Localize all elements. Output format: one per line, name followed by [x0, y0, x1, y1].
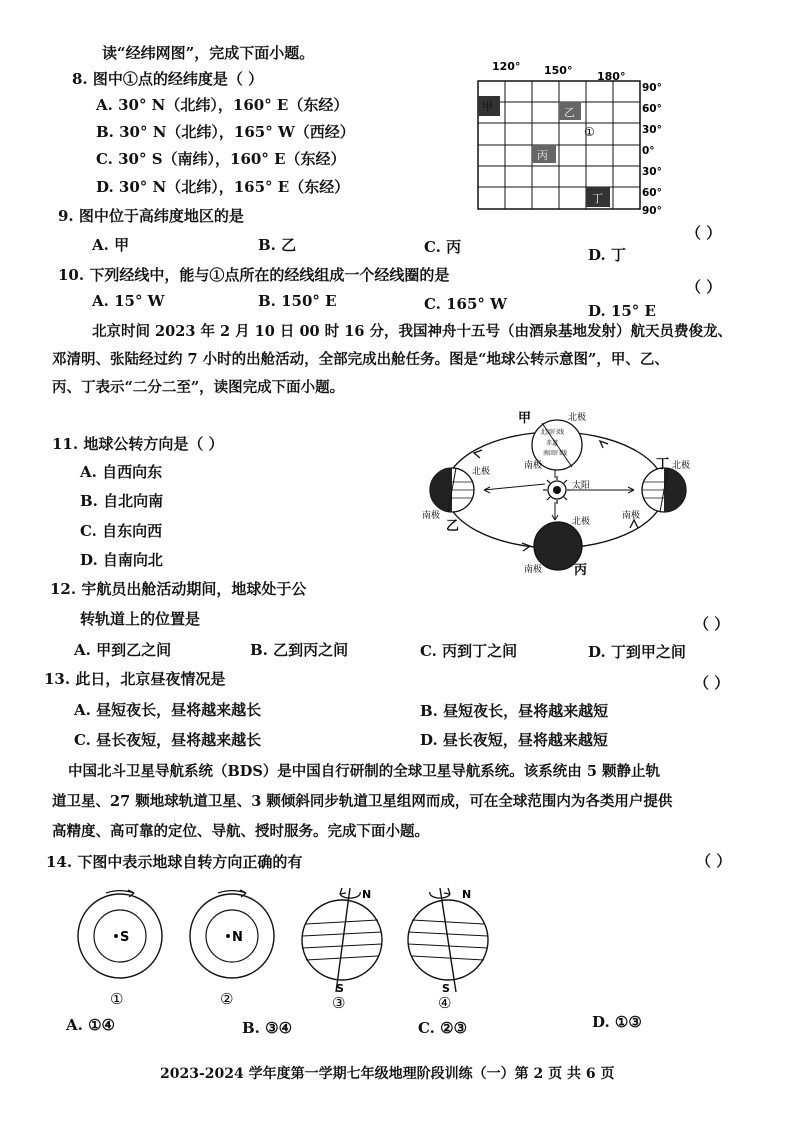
- question-11-option-b: B. 自北向南: [80, 492, 164, 510]
- tropic-capricorn-label: 南回归线: [543, 450, 568, 457]
- rotation-figure-3: [302, 888, 382, 1012]
- fig3-number-label: ③: [332, 994, 346, 1012]
- fig2-number-label: ②: [220, 990, 234, 1008]
- equator-label: 赤道: [546, 440, 559, 447]
- orbit-arrow-icon: [600, 441, 608, 448]
- question-9-option-b: B. 乙: [258, 236, 297, 254]
- lat-label-60s: 60°: [642, 187, 662, 199]
- fig1-number-label: ①: [110, 990, 124, 1008]
- grid-lon-labels: [492, 60, 625, 83]
- position-label-ding: 丁: [656, 457, 670, 472]
- fig4-number-label: ④: [438, 994, 452, 1012]
- rotation-figure-1: [78, 890, 162, 1008]
- earth-rotation-figures: [70, 880, 500, 1015]
- lat-label-90s: 90°: [642, 205, 662, 216]
- question-13-option-a: A. 昼短夜长，昼将越来越长: [74, 701, 262, 719]
- earth-revolution-figure: [412, 408, 712, 578]
- jia-south-label: 南极: [524, 461, 543, 471]
- question-14-option-a: A. ①④: [66, 1016, 115, 1034]
- question-10-stem: 10. 下列经线中，能与①点所在的经线组成一个经线圈的是: [58, 266, 450, 284]
- earth-position-ding: [642, 468, 686, 512]
- question-14-option-b: B. ③④: [242, 1019, 293, 1037]
- fig2-pole-label: N: [232, 930, 243, 945]
- lon-label-150: 150°: [544, 64, 573, 77]
- position-label-jia: 甲: [518, 411, 532, 426]
- question-12-option-b: B. 乙到丙之间: [250, 641, 349, 659]
- intro-text-3-line-3: 高精度、高可靠的定位、导航、授时服务。完成下面小题。: [52, 823, 429, 840]
- page-footer: 2023-2024 学年度第一学期七年级地理阶段训练（一）第 2 页 共 6 页: [160, 1066, 615, 1082]
- question-14-option-c: C. ②③: [418, 1019, 468, 1037]
- rotation-figure-2: [190, 890, 274, 1008]
- question-12-stem-line-2: 转轨道上的位置是: [80, 610, 201, 628]
- grid-lines: [478, 81, 640, 209]
- cell-label-ding: 丁: [592, 192, 603, 205]
- lat-label-30n: 30°: [642, 124, 662, 136]
- question-10-option-d: D. 15° E: [588, 302, 656, 320]
- fig1-pole-label: S: [120, 930, 130, 945]
- bing-north-label: 北极: [572, 517, 591, 527]
- tropic-cancer-label: 北回归线: [540, 429, 565, 436]
- question-10-option-b: B. 150° E: [258, 292, 337, 310]
- question-9-option-a: A. 甲: [92, 236, 130, 254]
- lat-label-90n: 90°: [642, 82, 662, 94]
- bing-south-label: 南极: [524, 565, 543, 575]
- lat-label-30s: 30°: [642, 166, 662, 178]
- sun-label: 太阳: [572, 481, 591, 491]
- question-11-stem: 11. 地球公转方向是（ ）: [52, 435, 224, 453]
- question-14-answer-blank[interactable]: （ ）: [696, 852, 732, 870]
- question-12-stem-line-1: 12. 宇航员出舱活动期间，地球处于公: [50, 580, 307, 598]
- earth-position-yi: [430, 468, 474, 512]
- question-12-answer-blank[interactable]: （ ）: [694, 615, 730, 633]
- lat-long-grid-figure: [470, 58, 670, 216]
- question-11-option-a: A. 自西向东: [80, 463, 163, 481]
- question-12-option-a: A. 甲到乙之间: [74, 641, 172, 659]
- question-13-option-d: D. 昼长夜短，昼将越来越短: [420, 731, 608, 749]
- intro-text-2-line-3: 丙、丁表示“二分二至”，读图完成下面小题。: [52, 379, 345, 396]
- question-8-option-d: D. 30° N（北纬），165° E（东经）: [96, 178, 350, 196]
- question-11-option-d: D. 自南向北: [80, 551, 163, 569]
- question-12-option-d: D. 丁到甲之间: [588, 643, 686, 661]
- intro-text-2-line-1: 北京时间 2023 年 2 月 10 日 00 时 16 分，我国神舟十五号（由酒泉基地发射）航天员费俊龙、: [92, 323, 732, 340]
- sun-icon: [543, 476, 571, 504]
- intro-text-1: 读“经纬网图”，完成下面小题。: [102, 44, 315, 62]
- question-8-option-b: B. 30° N（北纬），165° W（西经）: [96, 123, 355, 141]
- lat-label-60n: 60°: [642, 103, 662, 115]
- question-8-option-c: C. 30° S（南纬），160° E（东经）: [96, 150, 346, 168]
- fig4-north-label: N: [462, 888, 472, 901]
- question-9-option-c: C. 丙: [424, 238, 462, 256]
- lon-label-180: 180°: [597, 70, 626, 83]
- point-1-label: ①: [584, 125, 595, 139]
- position-label-yi: 乙: [446, 519, 460, 534]
- position-label-bing: 丙: [574, 563, 588, 578]
- question-10-option-a: A. 15° W: [92, 292, 165, 310]
- intro-text-3-line-2: 道卫星、27 颗地球轨道卫星、3 颗倾斜同步轨道卫星组网而成，可在全球范围内为各类用户提供: [52, 793, 673, 810]
- question-9-option-d: D. 丁: [588, 246, 626, 264]
- cell-label-bing: 丙: [537, 149, 548, 162]
- fig4-south-label: S: [442, 982, 450, 995]
- ding-south-label: 南极: [622, 511, 641, 521]
- question-14-stem: 14. 下图中表示地球自转方向正确的有: [46, 853, 303, 871]
- question-13-answer-blank[interactable]: （ ）: [694, 674, 730, 692]
- question-9-stem: 9. 图中位于高纬度地区的是: [58, 207, 244, 225]
- question-11-option-c: C. 自东向西: [80, 522, 163, 540]
- jia-north-label: 北极: [568, 413, 587, 423]
- lon-label-120: 120°: [492, 60, 521, 73]
- question-10-option-c: C. 165° W: [424, 295, 507, 313]
- question-8-stem: 8. 图中①点的经纬度是（ ）: [72, 70, 264, 88]
- rotation-figure-4: [408, 888, 488, 1012]
- fig3-north-label: N: [362, 888, 372, 901]
- question-14-option-d: D. ①③: [592, 1013, 642, 1031]
- question-13-option-c: C. 昼长夜短，昼将越来越长: [74, 731, 262, 749]
- question-13-stem: 13. 此日，北京昼夜情况是: [44, 670, 226, 688]
- grid-cell-labels: [482, 100, 603, 205]
- orbit-arrow-icon: [522, 543, 530, 551]
- question-8-option-a: A. 30° N（北纬），160° E（东经）: [96, 96, 349, 114]
- question-9-answer-blank[interactable]: （ ）: [686, 224, 722, 242]
- ding-north-label: 北极: [672, 461, 691, 471]
- cell-label-jia: 甲: [482, 100, 493, 113]
- fig3-south-label: S: [336, 982, 344, 995]
- yi-south-label: 南极: [422, 511, 441, 521]
- cell-label-yi: 乙: [564, 106, 575, 119]
- orbit-arrow-icon: [630, 520, 638, 528]
- question-13-option-b: B. 昼短夜长，昼将越来越短: [420, 702, 609, 720]
- orbit-arrow-icon: [474, 450, 482, 458]
- intro-text-3-line-1: 中国北斗卫星导航系统（BDS）是中国自行研制的全球卫星导航系统。该系统由 5 颗静止轨: [68, 763, 660, 780]
- lat-label-0: 0°: [642, 145, 655, 157]
- question-12-option-c: C. 丙到丁之间: [420, 642, 518, 660]
- yi-north-label: 北极: [472, 467, 491, 477]
- intro-text-2-line-2: 邓清明、张陆经过约 7 小时的出舱活动，全部完成出舱任务。图是“地球公转示意图”，甲、乙、: [52, 351, 669, 368]
- grid-lat-labels: [642, 82, 662, 216]
- question-10-answer-blank[interactable]: （ ）: [686, 278, 722, 296]
